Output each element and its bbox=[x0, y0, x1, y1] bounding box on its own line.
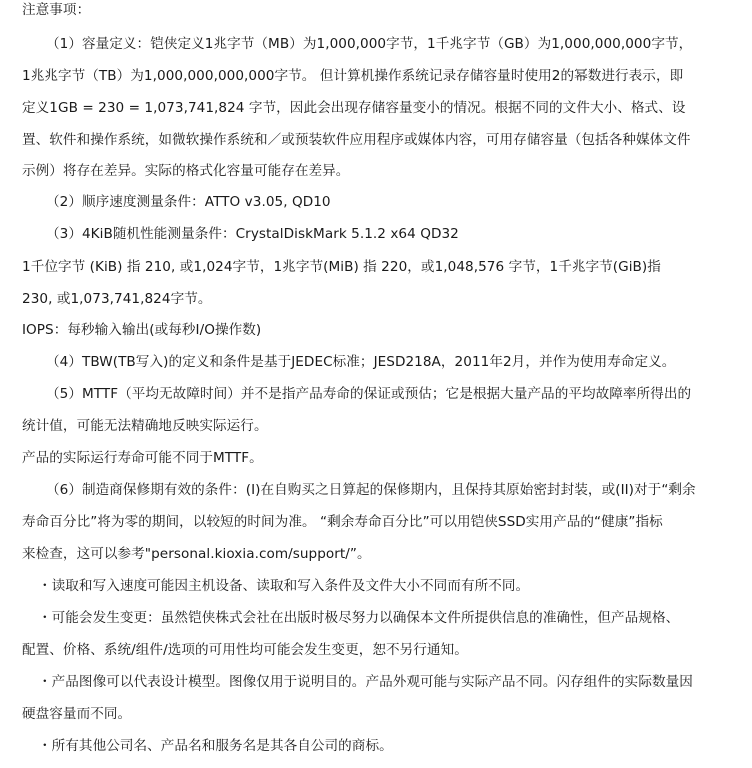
note-5-line-1: （5）MTTF（平均无故障时间）并不是指产品寿命的保证或预估；它是根据大量产品的平均故障率所得出的 bbox=[46, 386, 692, 402]
note-4-line: （4）TBW(TB写入)的定义和条件是基于JEDEC标准；JESD218A，2011年2月，并作为使用寿命定义。 bbox=[46, 354, 676, 370]
iops-definition: IOPS：每秒输入输出(或每秒I/O操作数) bbox=[22, 322, 262, 338]
note-3-line: （3）4KiB随机性能测量条件：CrystalDiskMark 5.1.2 x64 QD32 bbox=[46, 226, 459, 242]
note-6-line-2: 寿命百分比”将为零的期间，以较短的时间为准。 “剩余寿命百分比”可以用铠侠SSD实用产品的“健康”指标 bbox=[22, 514, 663, 530]
note-1-line-5: 示例）将存在差异。实际的格式化容量可能存在差异。 bbox=[22, 163, 350, 179]
note-5-line-3: 产品的实际运行寿命可能不同于MTTF。 bbox=[22, 450, 263, 466]
note-1-line-2: 1兆兆字节（TB）为1,000,000,000,000字节。 但计算机操作系统记录存储容量时使用2的幂数进行表示，即 bbox=[22, 68, 684, 84]
note-6-line-3: 来检查，这可以参考"personal.kioxia.com/support/”。 bbox=[22, 546, 371, 562]
kib-definition-line-2: 230, 或1,073,741,824字节。 bbox=[22, 291, 212, 307]
note-2-line: （2）顺序速度测量条件：ATTO v3.05, QD10 bbox=[46, 194, 331, 210]
bullet-change-line-2: 配置、价格、系统/组件/选项的可用性均可能会发生变更，恕不另行通知。 bbox=[22, 642, 468, 658]
bullet-change-line-1: ・可能会发生变更：虽然铠侠株式会社在出版时极尽努力以确保本文件所提供信息的准确性，但产品规格、 bbox=[38, 610, 680, 626]
note-1-line-3: 定义1GB = 230 = 1,073,741,824 字节，因此会出现存储容量变小的情况。根据不同的文件大小、格式、设 bbox=[22, 100, 686, 116]
note-6-line-1: （6）制造商保修期有效的条件：(I)在自购买之日算起的保修期内，且保持其原始密封封装，或(II)对于“剩余 bbox=[46, 482, 696, 498]
note-1-line-1: （1）容量定义：铠侠定义1兆字节（MB）为1,000,000字节，1千兆字节（GB）为1,000,000,000字节， bbox=[46, 36, 693, 52]
bullet-image-line-1: ・产品图像可以代表设计模型。图像仅用于说明目的。产品外观可能与实际产品不同。闪存组件的实际数量因 bbox=[38, 674, 693, 690]
notes-title: 注意事项： bbox=[22, 2, 91, 18]
kib-definition-line-1: 1千位字节 (KiB) 指 210, 或1,024字节，1兆字节(MiB) 指 220，或1,048,576 字节，1千兆字节(GiB)指 bbox=[22, 259, 661, 275]
note-1-line-4: 置、软件和操作系统，如微软操作系统和／或预装软件应用程序或媒体内容，可用存储容量（包括各种媒体文件 bbox=[22, 132, 691, 148]
bullet-image-line-2: 硬盘容量而不同。 bbox=[22, 706, 132, 722]
bullet-speed-line: ・读取和写入速度可能因主机设备、读取和写入条件及文件大小不同而有所不同。 bbox=[38, 578, 530, 594]
bullet-trademark-line: ・所有其他公司名、产品名和服务名是其各自公司的商标。 bbox=[38, 738, 393, 754]
note-5-line-2: 统计值，可能无法精确地反映实际运行。 bbox=[22, 418, 268, 434]
